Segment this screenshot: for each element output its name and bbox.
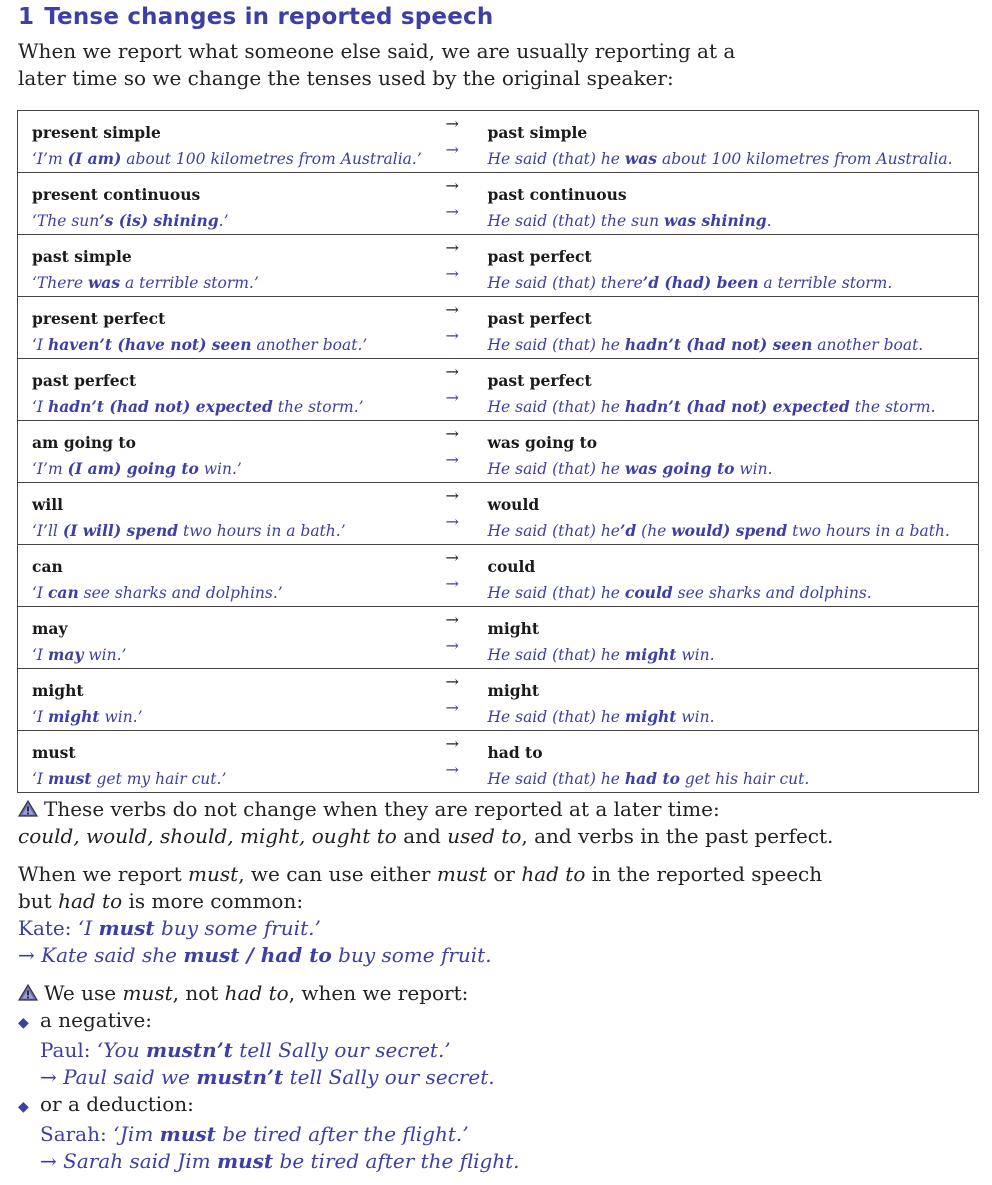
reported-tense-label: past perfect xyxy=(487,371,592,390)
arrow-right-icon: → xyxy=(445,574,459,593)
reported-tense-label: would xyxy=(487,495,540,514)
tense-row xyxy=(18,235,979,297)
section-number: 1 xyxy=(18,4,35,30)
diamond-bullet-icon: ◆ xyxy=(18,1099,29,1115)
unchanged-verbs-text: These verbs do not change when they are reported at a later time: xyxy=(44,797,720,821)
original-tense-label: past perfect xyxy=(32,371,137,390)
arrow-right-icon: → xyxy=(445,636,459,655)
arrow-right-icon: → xyxy=(445,450,459,469)
reported-speech-example: He said (that) there’d (had) been a terrible storm. xyxy=(487,273,893,292)
direct-speech-example: ‘I’m (I am) about 100 kilometres from Australia.’ xyxy=(32,149,422,168)
arrow-right-icon: → xyxy=(445,140,459,159)
tense-row xyxy=(18,545,979,607)
reported-speech-example: He said (that) he was going to win. xyxy=(487,459,773,478)
original-tense-label: may xyxy=(32,619,68,638)
tense-changes-table xyxy=(17,110,979,793)
diamond-bullet-icon: ◆ xyxy=(18,1015,29,1031)
unchanged-verbs-list: could, would, should, might, ought to and used to, and verbs in the past perfect. xyxy=(18,824,834,848)
original-tense-label: present perfect xyxy=(32,309,166,328)
original-tense-label: might xyxy=(32,681,84,700)
original-tense-label: present simple xyxy=(32,123,161,142)
arrow-right-icon: → xyxy=(445,202,459,221)
reported-tense-label: could xyxy=(487,557,536,576)
direct-speech-example: ‘There was a terrible storm.’ xyxy=(32,273,259,292)
tense-row xyxy=(18,731,979,793)
arrow-right-icon: → xyxy=(445,512,459,531)
warning-icon xyxy=(18,984,38,1001)
original-tense-label: must xyxy=(32,743,76,762)
tense-row xyxy=(18,359,979,421)
must-not-had-to-note xyxy=(18,980,938,1007)
reported-tense-label: past perfect xyxy=(487,247,592,266)
tense-row xyxy=(18,483,979,545)
original-tense-label: will xyxy=(32,495,64,514)
original-tense-label: am going to xyxy=(32,433,136,452)
arrow-right-icon: → xyxy=(445,486,459,505)
reported-tense-label: past continuous xyxy=(487,185,627,204)
section-title: Tense changes in reported speech xyxy=(44,4,494,30)
reported-tense-label: was going to xyxy=(487,433,598,452)
tense-row xyxy=(18,173,979,235)
direct-speech-example: ‘I must get my hair cut.’ xyxy=(32,769,227,788)
original-tense-label: past simple xyxy=(32,247,132,266)
intro-paragraph xyxy=(18,38,918,92)
section-heading xyxy=(18,4,493,30)
arrow-right-icon: → xyxy=(445,760,459,779)
reported-tense-label: past simple xyxy=(487,123,588,142)
bullet-negative: ◆ a negative: xyxy=(18,1007,938,1037)
must-example-direct: Kate: ‘I must buy some fruit.’ xyxy=(18,916,321,940)
tense-row xyxy=(18,607,979,669)
arrow-right-icon: → xyxy=(445,176,459,195)
direct-speech-example: ‘I can see sharks and dolphins.’ xyxy=(32,583,283,602)
reported-tense-label: past perfect xyxy=(487,309,592,328)
arrow-right-icon: → xyxy=(445,734,459,753)
arrow-right-icon: → xyxy=(445,264,459,283)
reported-speech-example: He said (that) he was about 100 kilometres from Australia. xyxy=(487,149,953,168)
reported-speech-example: He said (that) he might win. xyxy=(487,645,715,664)
must-not-had-to-text: We use must, not had to, when we report: xyxy=(44,981,469,1005)
direct-speech-example: ‘I might win.’ xyxy=(32,707,143,726)
reported-speech-example: He said (that) he hadn’t (had not) seen another boat. xyxy=(487,335,924,354)
tense-row xyxy=(18,111,979,173)
arrow-right-icon: → xyxy=(445,610,459,629)
reported-tense-label: might xyxy=(487,619,540,638)
arrow-right-icon: → xyxy=(445,698,459,717)
deduction-example-direct: Sarah: ‘Jim must be tired after the flight.’ xyxy=(40,1122,469,1146)
tense-row xyxy=(18,421,979,483)
direct-speech-example: ‘I’m (I am) going to win.’ xyxy=(32,459,242,478)
arrow-right-icon: → xyxy=(445,424,459,443)
unchanged-verbs-note xyxy=(18,796,938,823)
must-example-reported: → Kate said she must / had to buy some fruit. xyxy=(18,943,492,967)
arrow-right-icon: → xyxy=(445,672,459,691)
original-tense-label: can xyxy=(32,557,63,576)
reported-speech-example: He said (that) he might win. xyxy=(487,707,715,726)
negative-example-direct: Paul: ‘You mustn’t tell Sally our secret.’ xyxy=(40,1038,451,1062)
negative-example-reported: → Paul said we mustn’t tell Sally our secret. xyxy=(40,1065,495,1089)
arrow-right-icon: → xyxy=(445,114,459,133)
reported-tense-label: had to xyxy=(487,743,543,762)
reported-tense-label: might xyxy=(487,681,540,700)
arrow-right-icon: → xyxy=(445,362,459,381)
tense-row xyxy=(18,669,979,731)
intro-line-2: later time so we change the tenses used by the original speaker: xyxy=(18,66,674,90)
tense-table-body xyxy=(18,111,979,793)
must-note-line-1: When we report must, we can use either must or had to in the reported speech xyxy=(18,862,823,886)
reported-speech-example: He said (that) he’d (he would) spend two hours in a bath. xyxy=(487,521,950,540)
bullet-deduction: ◆ or a deduction: xyxy=(18,1091,938,1121)
arrow-right-icon: → xyxy=(445,326,459,345)
intro-line-1: When we report what someone else said, we are usually reporting at a xyxy=(18,39,736,63)
notes-section xyxy=(18,796,938,1175)
original-tense-label: present continuous xyxy=(32,185,201,204)
reported-speech-example: He said (that) the sun was shining. xyxy=(487,211,772,230)
reported-speech-example: He said (that) he hadn’t (had not) expected the storm. xyxy=(487,397,936,416)
direct-speech-example: ‘I haven’t (have not) seen another boat.’ xyxy=(32,335,368,354)
deduction-example-reported: → Sarah said Jim must be tired after the flight. xyxy=(40,1149,520,1173)
arrow-right-icon: → xyxy=(445,548,459,567)
arrow-right-icon: → xyxy=(445,300,459,319)
direct-speech-example: ‘The sun’s (is) shining.’ xyxy=(32,211,229,230)
must-note-line-2: but had to is more common: xyxy=(18,889,304,913)
direct-speech-example: ‘I hadn’t (had not) expected the storm.’ xyxy=(32,397,364,416)
warning-icon xyxy=(18,800,38,817)
reported-speech-example: He said (that) he could see sharks and dolphins. xyxy=(487,583,872,602)
direct-speech-example: ‘I’ll (I will) spend two hours in a bath.’ xyxy=(32,521,346,540)
tense-row xyxy=(18,297,979,359)
direct-speech-example: ‘I may win.’ xyxy=(32,645,127,664)
arrow-right-icon: → xyxy=(445,238,459,257)
arrow-right-icon: → xyxy=(445,388,459,407)
reported-speech-example: He said (that) he had to get his hair cut. xyxy=(487,769,810,788)
